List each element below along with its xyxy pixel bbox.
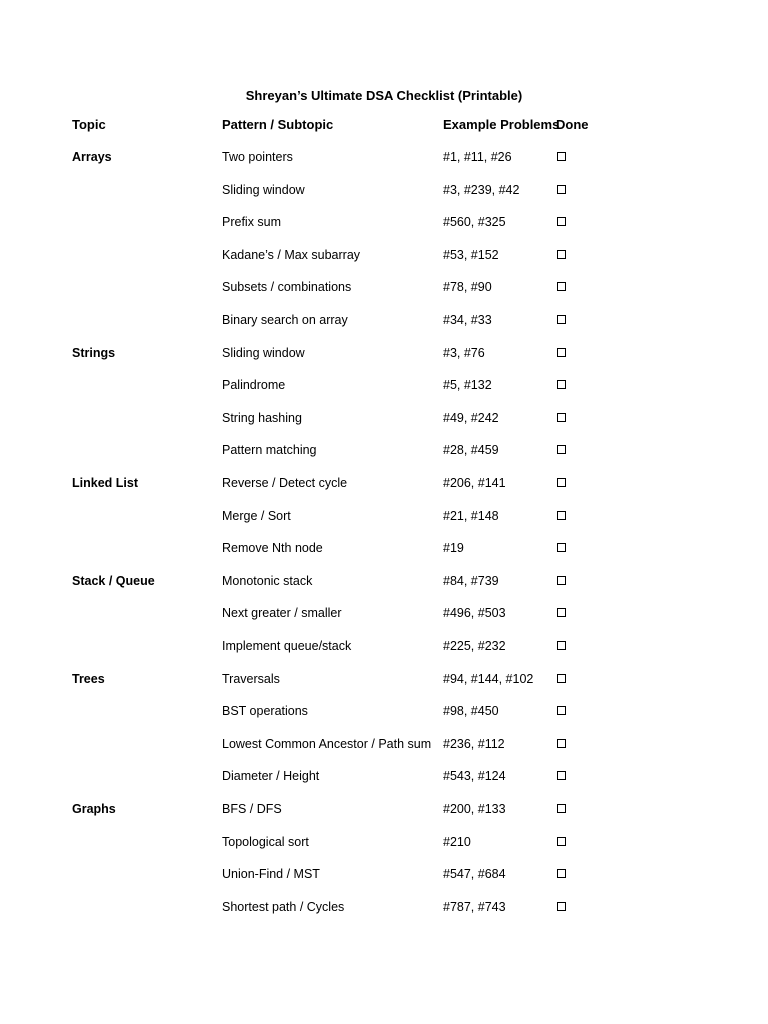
done-checkbox[interactable]: [557, 641, 566, 650]
row-topic: Linked List: [72, 476, 138, 490]
row-topic: Strings: [72, 345, 116, 360]
done-checkbox[interactable]: [557, 152, 566, 161]
row-problems: #94, #144, #102: [443, 671, 534, 686]
done-checkbox[interactable]: [557, 217, 566, 226]
row-problems: #3, #76: [443, 345, 485, 360]
row-pattern: BST operations: [222, 704, 308, 719]
row-problems: #236, #112: [443, 736, 505, 751]
table-row: [0, 410, 768, 426]
table-row: [0, 377, 768, 393]
row-pattern: Lowest Common Ancestor / Path sum: [222, 736, 432, 751]
page-title: Shreyan’s Ultimate DSA Checklist (Printable): [245, 88, 523, 103]
done-checkbox[interactable]: [557, 902, 566, 911]
row-topic: Trees: [72, 671, 105, 686]
row-problems: #19: [443, 541, 464, 556]
row-problems: #543, #124: [443, 769, 506, 784]
table-row: [0, 768, 768, 784]
done-checkbox[interactable]: [557, 185, 566, 194]
done-checkbox[interactable]: [557, 804, 566, 813]
table-row: [0, 247, 768, 263]
header-pattern: Pattern / Subtopic: [222, 117, 334, 132]
row-problems: #547, #684: [443, 867, 506, 882]
table-row: [0, 508, 768, 524]
done-checkbox[interactable]: [557, 348, 566, 357]
row-pattern: BFS / DFS: [222, 802, 282, 816]
row-pattern: Merge / Sort: [222, 508, 291, 523]
row-pattern: Next greater / smaller: [222, 606, 342, 621]
table-row: [0, 149, 768, 165]
table-row: [0, 442, 768, 458]
row-problems: #21, #148: [443, 508, 499, 523]
row-pattern: Shortest path / Cycles: [222, 899, 345, 914]
done-checkbox[interactable]: [557, 282, 566, 291]
table-row: [0, 671, 768, 687]
done-checkbox[interactable]: [557, 706, 566, 715]
done-checkbox[interactable]: [557, 511, 566, 520]
done-checkbox[interactable]: [557, 478, 566, 487]
table-row: [0, 214, 768, 230]
row-pattern: Palindrome: [222, 378, 286, 393]
table-row: [0, 866, 768, 882]
table-row: [0, 475, 768, 491]
done-checkbox[interactable]: [557, 380, 566, 389]
done-checkbox[interactable]: [557, 576, 566, 585]
row-problems: #206, #141: [443, 476, 506, 490]
table-row: [0, 345, 768, 361]
done-checkbox[interactable]: [557, 250, 566, 259]
row-pattern: Remove Nth node: [222, 541, 323, 556]
row-topic: Graphs: [72, 802, 116, 816]
row-problems: #560, #325: [443, 215, 506, 230]
table-row: [0, 573, 768, 589]
row-pattern: Union-Find / MST: [222, 867, 320, 882]
table-row: [0, 638, 768, 654]
table-row: [0, 540, 768, 556]
table-row: [0, 899, 768, 915]
row-pattern: Pattern matching: [222, 443, 317, 458]
done-checkbox[interactable]: [557, 413, 566, 422]
row-problems: #5, #132: [443, 378, 492, 393]
row-problems: #28, #459: [443, 443, 499, 458]
row-problems: #34, #33: [443, 313, 492, 327]
row-problems: #53, #152: [443, 247, 499, 262]
row-pattern: Implement queue/stack: [222, 639, 352, 653]
row-pattern: Kadane’s / Max subarray: [222, 247, 361, 262]
row-problems: #787, #743: [443, 899, 506, 914]
done-checkbox[interactable]: [557, 608, 566, 617]
row-problems: #1, #11, #26: [443, 150, 512, 164]
row-pattern: Binary search on array: [222, 313, 348, 327]
row-pattern: Topological sort: [222, 834, 309, 849]
done-checkbox[interactable]: [557, 445, 566, 454]
done-checkbox[interactable]: [557, 543, 566, 552]
row-problems: #225, #232: [443, 639, 506, 653]
table-row: [0, 703, 768, 719]
table-row: [0, 312, 768, 328]
done-checkbox[interactable]: [557, 837, 566, 846]
header-topic: Topic: [72, 117, 106, 132]
row-pattern: Monotonic stack: [222, 573, 313, 588]
row-problems: #3, #239, #42: [443, 182, 520, 197]
row-problems: #210: [443, 834, 471, 849]
row-pattern: Prefix sum: [222, 215, 282, 230]
done-checkbox[interactable]: [557, 771, 566, 780]
row-pattern: Sliding window: [222, 345, 305, 360]
header-done: Done: [556, 117, 589, 132]
done-checkbox[interactable]: [557, 869, 566, 878]
row-problems: #78, #90: [443, 280, 492, 295]
row-pattern: Diameter / Height: [222, 769, 320, 784]
row-pattern: String hashing: [222, 410, 302, 425]
row-pattern: Reverse / Detect cycle: [222, 476, 348, 490]
row-problems: #84, #739: [443, 573, 499, 588]
table-row: [0, 605, 768, 621]
row-pattern: Two pointers: [222, 150, 293, 164]
table-row: [0, 736, 768, 752]
table-row: [0, 182, 768, 198]
table-header: [0, 117, 768, 133]
row-problems: #496, #503: [443, 606, 506, 621]
row-topic: Stack / Queue: [72, 573, 155, 588]
row-pattern: Subsets / combinations: [222, 280, 352, 295]
row-problems: #49, #242: [443, 410, 499, 425]
row-pattern: Traversals: [222, 671, 280, 686]
row-topic: Arrays: [72, 150, 112, 164]
header-problems: Example Problems: [443, 117, 560, 132]
table-row: [0, 834, 768, 850]
row-pattern: Sliding window: [222, 182, 305, 197]
row-problems: #98, #450: [443, 704, 499, 719]
done-checkbox[interactable]: [557, 739, 566, 748]
table-row: [0, 801, 768, 817]
row-problems: #200, #133: [443, 802, 506, 816]
done-checkbox[interactable]: [557, 315, 566, 324]
table-row: [0, 279, 768, 295]
done-checkbox[interactable]: [557, 674, 566, 683]
